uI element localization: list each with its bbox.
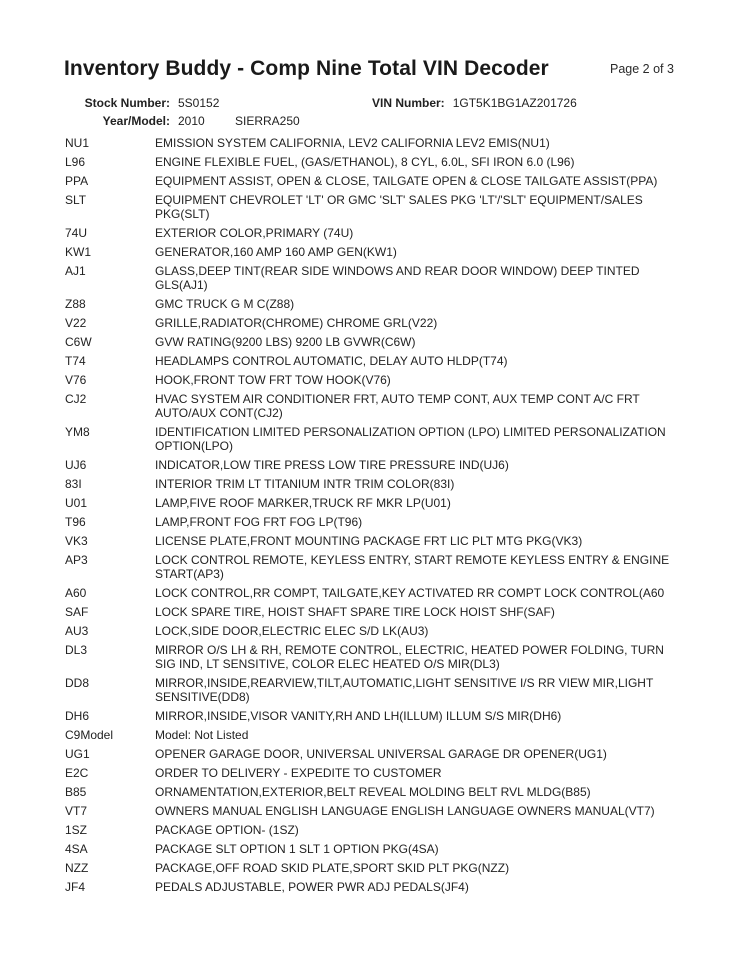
page-indicator: Page 2 of 3 [610, 62, 674, 76]
option-row [65, 643, 705, 671]
option-description: EXTERIOR COLOR,PRIMARY (74U) [155, 226, 354, 240]
page-title: Inventory Buddy - Comp Nine Total VIN Decoder [64, 57, 549, 80]
option-description: EMISSION SYSTEM CALIFORNIA, LEV2 CALIFORNIA LEV2 EMIS(NU1) [155, 136, 550, 150]
option-row [65, 458, 705, 472]
option-row [65, 586, 705, 600]
option-description: GLASS,DEEP TINT(REAR SIDE WINDOWS AND REAR DOOR WINDOW) DEEP TINTED GLS(AJ1) [155, 264, 640, 292]
option-code: AJ1 [65, 264, 86, 278]
option-row [65, 264, 705, 292]
option-row [65, 136, 705, 150]
option-row [65, 728, 705, 742]
option-description: Model: Not Listed [155, 728, 249, 742]
option-row [65, 823, 705, 837]
option-description: LOCK CONTROL REMOTE, KEYLESS ENTRY, START REMOTE KEYLESS ENTRY & ENGINE START(AP3) [155, 553, 670, 581]
option-code: SLT [65, 193, 87, 207]
meta-row-year-model [65, 114, 685, 129]
option-description: IDENTIFICATION LIMITED PERSONALIZATION OPTION (LPO) LIMITED PERSONALIZATION OPTION(LPO) [155, 425, 666, 453]
option-row [65, 766, 705, 780]
option-description: LAMP,FRONT FOG FRT FOG LP(T96) [155, 515, 363, 529]
option-code: 1SZ [65, 823, 88, 837]
option-description: MIRROR O/S LH & RH, REMOTE CONTROL, ELECTRIC, HEATED POWER FOLDING, TURN SIG IND, LT SENSITIVE, COLOR ELEC HEATED O/S MIR(DL3) [155, 643, 664, 671]
option-code: C6W [65, 335, 92, 349]
option-code: T74 [65, 354, 86, 368]
option-description: INTERIOR TRIM LT TITANIUM INTR TRIM COLOR(83I) [155, 477, 455, 491]
option-description: EQUIPMENT CHEVROLET 'LT' OR GMC 'SLT' SALES PKG 'LT'/'SLT' EQUIPMENT/SALES PKG(SLT) [155, 193, 643, 221]
option-description: LICENSE PLATE,FRONT MOUNTING PACKAGE FRT LIC PLT MTG PKG(VK3) [155, 534, 583, 548]
option-row [65, 880, 705, 894]
option-row [65, 624, 705, 638]
option-code: VK3 [65, 534, 88, 548]
option-description: GVW RATING(9200 LBS) 9200 LB GVWR(C6W) [155, 335, 416, 349]
option-row [65, 496, 705, 510]
options-list [65, 136, 705, 899]
option-row [65, 316, 705, 330]
option-code: UJ6 [65, 458, 87, 472]
option-row [65, 709, 705, 723]
option-code: NZZ [65, 861, 89, 875]
option-row [65, 534, 705, 548]
option-code: KW1 [65, 245, 92, 259]
option-description: PACKAGE OPTION- (1SZ) [155, 823, 299, 837]
option-row [65, 354, 705, 368]
stock-number-label: Stock Number: [84, 96, 170, 110]
option-code: 4SA [65, 842, 88, 856]
option-row [65, 747, 705, 761]
option-row [65, 373, 705, 387]
option-row [65, 515, 705, 529]
option-description: MIRROR,INSIDE,REARVIEW,TILT,AUTOMATIC,LIGHT SENSITIVE I/S RR VIEW MIR,LIGHT SENSITIVE(DD8) [155, 676, 654, 704]
option-code: SAF [65, 605, 89, 619]
option-description: OPENER GARAGE DOOR, UNIVERSAL UNIVERSAL GARAGE DR OPENER(UG1) [155, 747, 607, 761]
option-code: UG1 [65, 747, 90, 761]
option-code: A60 [65, 586, 87, 600]
option-code: PPA [65, 174, 89, 188]
option-description: HVAC SYSTEM AIR CONDITIONER FRT, AUTO TEMP CONT, AUX TEMP CONT A/C FRT AUTO/AUX CONT(CJ2) [155, 392, 640, 420]
option-code: YM8 [65, 425, 90, 439]
option-row [65, 174, 705, 188]
option-code: AP3 [65, 553, 88, 567]
option-description: HEADLAMPS CONTROL AUTOMATIC, DELAY AUTO HLDP(T74) [155, 354, 508, 368]
option-code: NU1 [65, 136, 90, 150]
option-description: LOCK CONTROL,RR COMPT, TAILGATE,KEY ACTIVATED RR COMPT LOCK CONTROL(A60 [155, 586, 665, 600]
option-row [65, 676, 705, 704]
year-model-label: Year/Model: [102, 114, 170, 128]
meta-row-stock-vin [65, 96, 685, 111]
option-description: HOOK,FRONT TOW FRT TOW HOOK(V76) [155, 373, 391, 387]
option-row [65, 785, 705, 799]
option-description: GENERATOR,160 AMP 160 AMP GEN(KW1) [155, 245, 397, 259]
option-code: U01 [65, 496, 88, 510]
option-description: PACKAGE,OFF ROAD SKID PLATE,SPORT SKID PLT PKG(NZZ) [155, 861, 510, 875]
option-description: LAMP,FIVE ROOF MARKER,TRUCK RF MKR LP(U01) [155, 496, 451, 510]
vin-number-label: VIN Number: [372, 96, 445, 110]
option-description: MIRROR,INSIDE,VISOR VANITY,RH AND LH(ILLUM) ILLUM S/S MIR(DH6) [155, 709, 562, 723]
option-description: LOCK,SIDE DOOR,ELECTRIC ELEC S/D LK(AU3) [155, 624, 429, 638]
option-row [65, 804, 705, 818]
option-row [65, 226, 705, 240]
option-code: CJ2 [65, 392, 87, 406]
option-description: ENGINE FLEXIBLE FUEL, (GAS/ETHANOL), 8 CYL, 6.0L, SFI IRON 6.0 (L96) [155, 155, 575, 169]
option-description: PEDALS ADJUSTABLE, POWER PWR ADJ PEDALS(JF4) [155, 880, 469, 894]
option-row [65, 477, 705, 491]
option-row [65, 842, 705, 856]
option-code: C9Model [65, 728, 114, 742]
option-code: B85 [65, 785, 87, 799]
option-code: V22 [65, 316, 87, 330]
option-row [65, 605, 705, 619]
option-code: Z88 [65, 297, 86, 311]
option-description: INDICATOR,LOW TIRE PRESS LOW TIRE PRESSURE IND(UJ6) [155, 458, 509, 472]
option-description: ORNAMENTATION,EXTERIOR,BELT REVEAL MOLDING BELT RVL MLDG(B85) [155, 785, 591, 799]
option-row [65, 335, 705, 349]
option-code: E2C [65, 766, 89, 780]
option-code: DL3 [65, 643, 88, 657]
option-code: L96 [65, 155, 86, 169]
option-description: ORDER TO DELIVERY - EXPEDITE TO CUSTOMER [155, 766, 442, 780]
option-row [65, 392, 705, 420]
option-code: DH6 [65, 709, 90, 723]
option-code: 74U [65, 226, 88, 240]
option-code: 83I [65, 477, 82, 491]
option-description: EQUIPMENT ASSIST, OPEN & CLOSE, TAILGATE OPEN & CLOSE TAILGATE ASSIST(PPA) [155, 174, 658, 188]
option-code: JF4 [65, 880, 86, 894]
option-row [65, 193, 705, 221]
option-description: PACKAGE SLT OPTION 1 SLT 1 OPTION PKG(4SA) [155, 842, 439, 856]
stock-number-value: 5S0152 [178, 96, 220, 110]
year-value: 2010 [178, 114, 205, 128]
option-description: GMC TRUCK G M C(Z88) [155, 297, 295, 311]
vin-number-value: 1GT5K1BG1AZ201726 [452, 96, 577, 110]
option-description: OWNERS MANUAL ENGLISH LANGUAGE ENGLISH LANGUAGE OWNERS MANUAL(VT7) [155, 804, 655, 818]
option-code: V76 [65, 373, 87, 387]
option-description: LOCK SPARE TIRE, HOIST SHAFT SPARE TIRE LOCK HOIST SHF(SAF) [155, 605, 555, 619]
option-code: VT7 [65, 804, 88, 818]
option-row [65, 297, 705, 311]
option-row [65, 155, 705, 169]
option-row [65, 425, 705, 453]
model-value: SIERRA250 [235, 114, 300, 128]
vehicle-meta [65, 96, 685, 132]
option-row [65, 861, 705, 875]
option-description: GRILLE,RADIATOR(CHROME) CHROME GRL(V22) [155, 316, 438, 330]
option-code: DD8 [65, 676, 90, 690]
option-code: T96 [65, 515, 86, 529]
option-row [65, 245, 705, 259]
option-row [65, 553, 705, 581]
option-code: AU3 [65, 624, 89, 638]
